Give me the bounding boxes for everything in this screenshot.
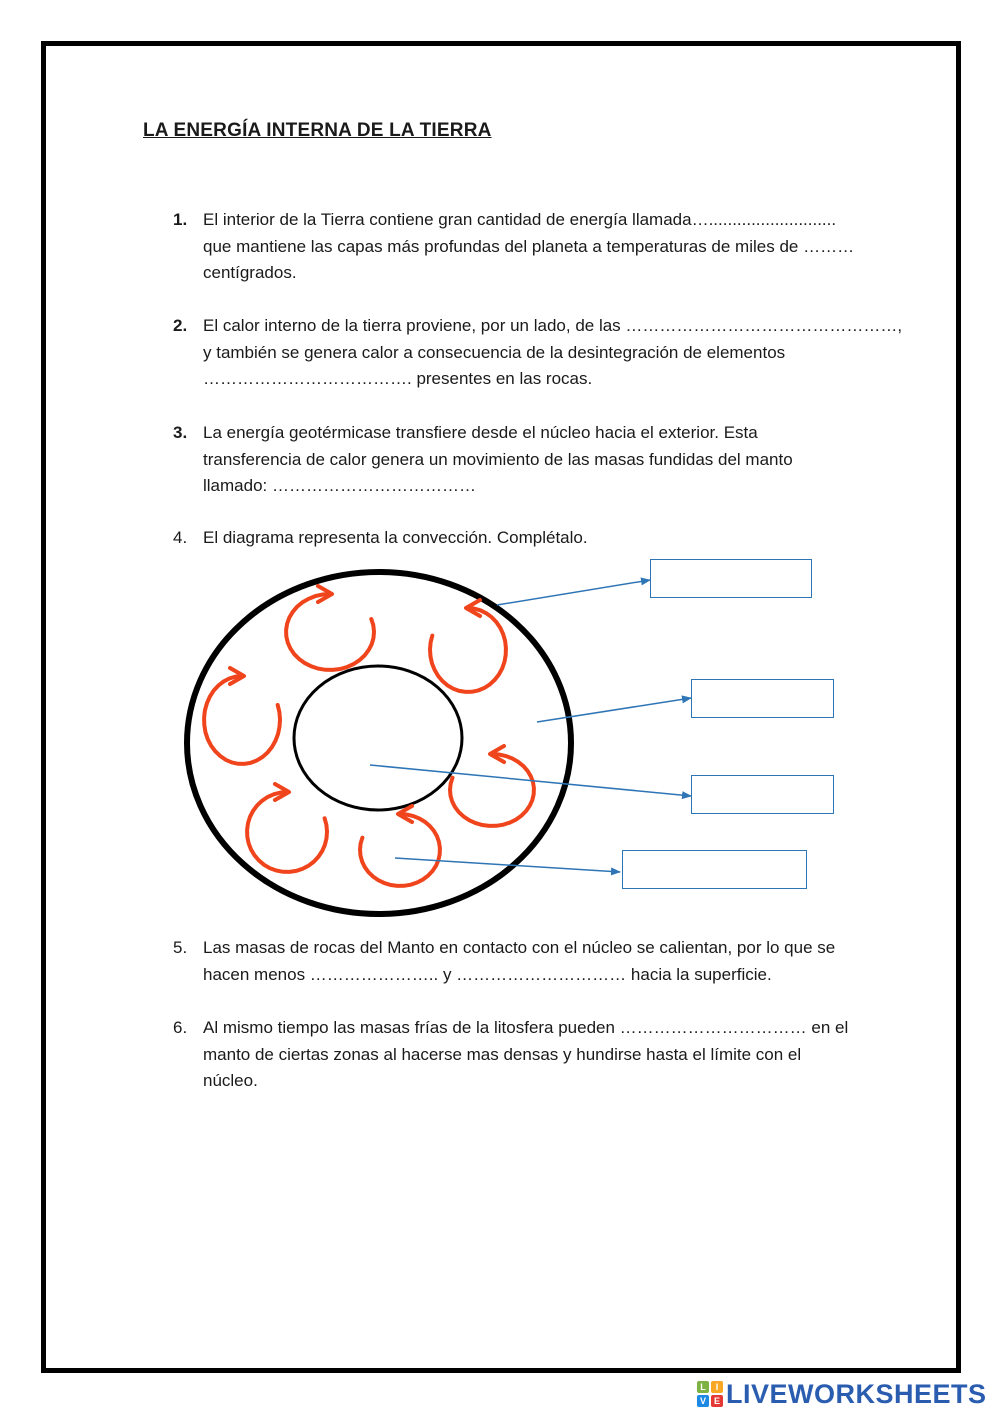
earth-outer-circle — [187, 572, 571, 914]
question-line: El diagrama representa la convección. Complétalo. — [203, 528, 588, 547]
question-line: El interior de la Tierra contiene gran cantidad de energía llamada…........................... — [203, 210, 837, 229]
earth-core-circle — [294, 666, 462, 810]
logo-tile: L — [697, 1381, 709, 1393]
convection-arrow-curve — [247, 792, 327, 872]
question-line: y también se genera calor a consecuencia de la desintegración de elementos — [203, 342, 786, 362]
convection-arrow-curve — [430, 608, 506, 692]
question-number: 2. — [173, 316, 188, 335]
question-line: Las masas de rocas del Manto en contacto con el núcleo se calientan, por lo que se — [203, 938, 836, 957]
convection-arrow-curve — [450, 754, 534, 826]
answer-box-3[interactable] — [691, 775, 834, 814]
logo-tile: E — [711, 1395, 723, 1407]
question-number: 6. — [173, 1018, 188, 1037]
convection-arrows — [204, 586, 534, 886]
pointer-arrow-line — [370, 765, 691, 796]
question-line: Al mismo tiempo las masas frías de la litosfera pueden …………………………… en el — [203, 1018, 849, 1037]
question-line: ………………………………. presentes en las rocas. — [203, 369, 593, 388]
answer-box-4[interactable] — [622, 850, 807, 889]
brand-logo-icon — [697, 1381, 723, 1407]
question-5 — [173, 935, 903, 988]
brand-name: LIVEWORKSHEETS — [726, 1378, 987, 1409]
question-number: 4. — [173, 528, 188, 547]
question-number: 3. — [173, 423, 188, 442]
question-number: 1. — [173, 210, 188, 229]
question-line: La energía geotérmicase transfiere desde el núcleo hacia el exterior. Esta — [203, 423, 758, 442]
convection-arrow-curve — [286, 594, 374, 670]
question-number: 5. — [173, 938, 188, 957]
pointer-arrow-line — [497, 580, 650, 605]
convection-arrow-curve — [360, 814, 440, 886]
question-line: núcleo. — [203, 1071, 258, 1090]
question-line: transferencia de calor genera un movimiento de las masas fundidas del manto — [203, 449, 793, 469]
logo-tile: V — [697, 1395, 709, 1407]
convection-arrow-curve — [204, 676, 280, 764]
question-line: llamado: ……………………………… — [203, 476, 476, 495]
question-line: que mantiene las capas más profundas del planeta a temperaturas de miles de ……… — [203, 236, 855, 256]
question-line: El calor interno de la tierra proviene, por un lado, de las …………………………………………, — [203, 316, 903, 335]
pointer-arrow-line — [537, 698, 691, 722]
answer-box-1[interactable] — [650, 559, 812, 598]
question-line: manto de ciertas zonas al hacerse mas densas y hundirse hasta el límite con el — [203, 1044, 802, 1064]
question-line: centígrados. — [203, 263, 297, 282]
liveworksheets-logo — [697, 1379, 987, 1409]
question-6 — [173, 1015, 903, 1095]
answer-box-2[interactable] — [691, 679, 834, 718]
logo-tile: I — [711, 1381, 723, 1393]
pointer-lines — [370, 580, 691, 872]
question-line: hacen menos ………………….. y ………………………… hacia la superficie. — [203, 964, 772, 984]
page-title: LA ENERGÍA INTERNA DE LA TIERRA — [143, 120, 492, 141]
